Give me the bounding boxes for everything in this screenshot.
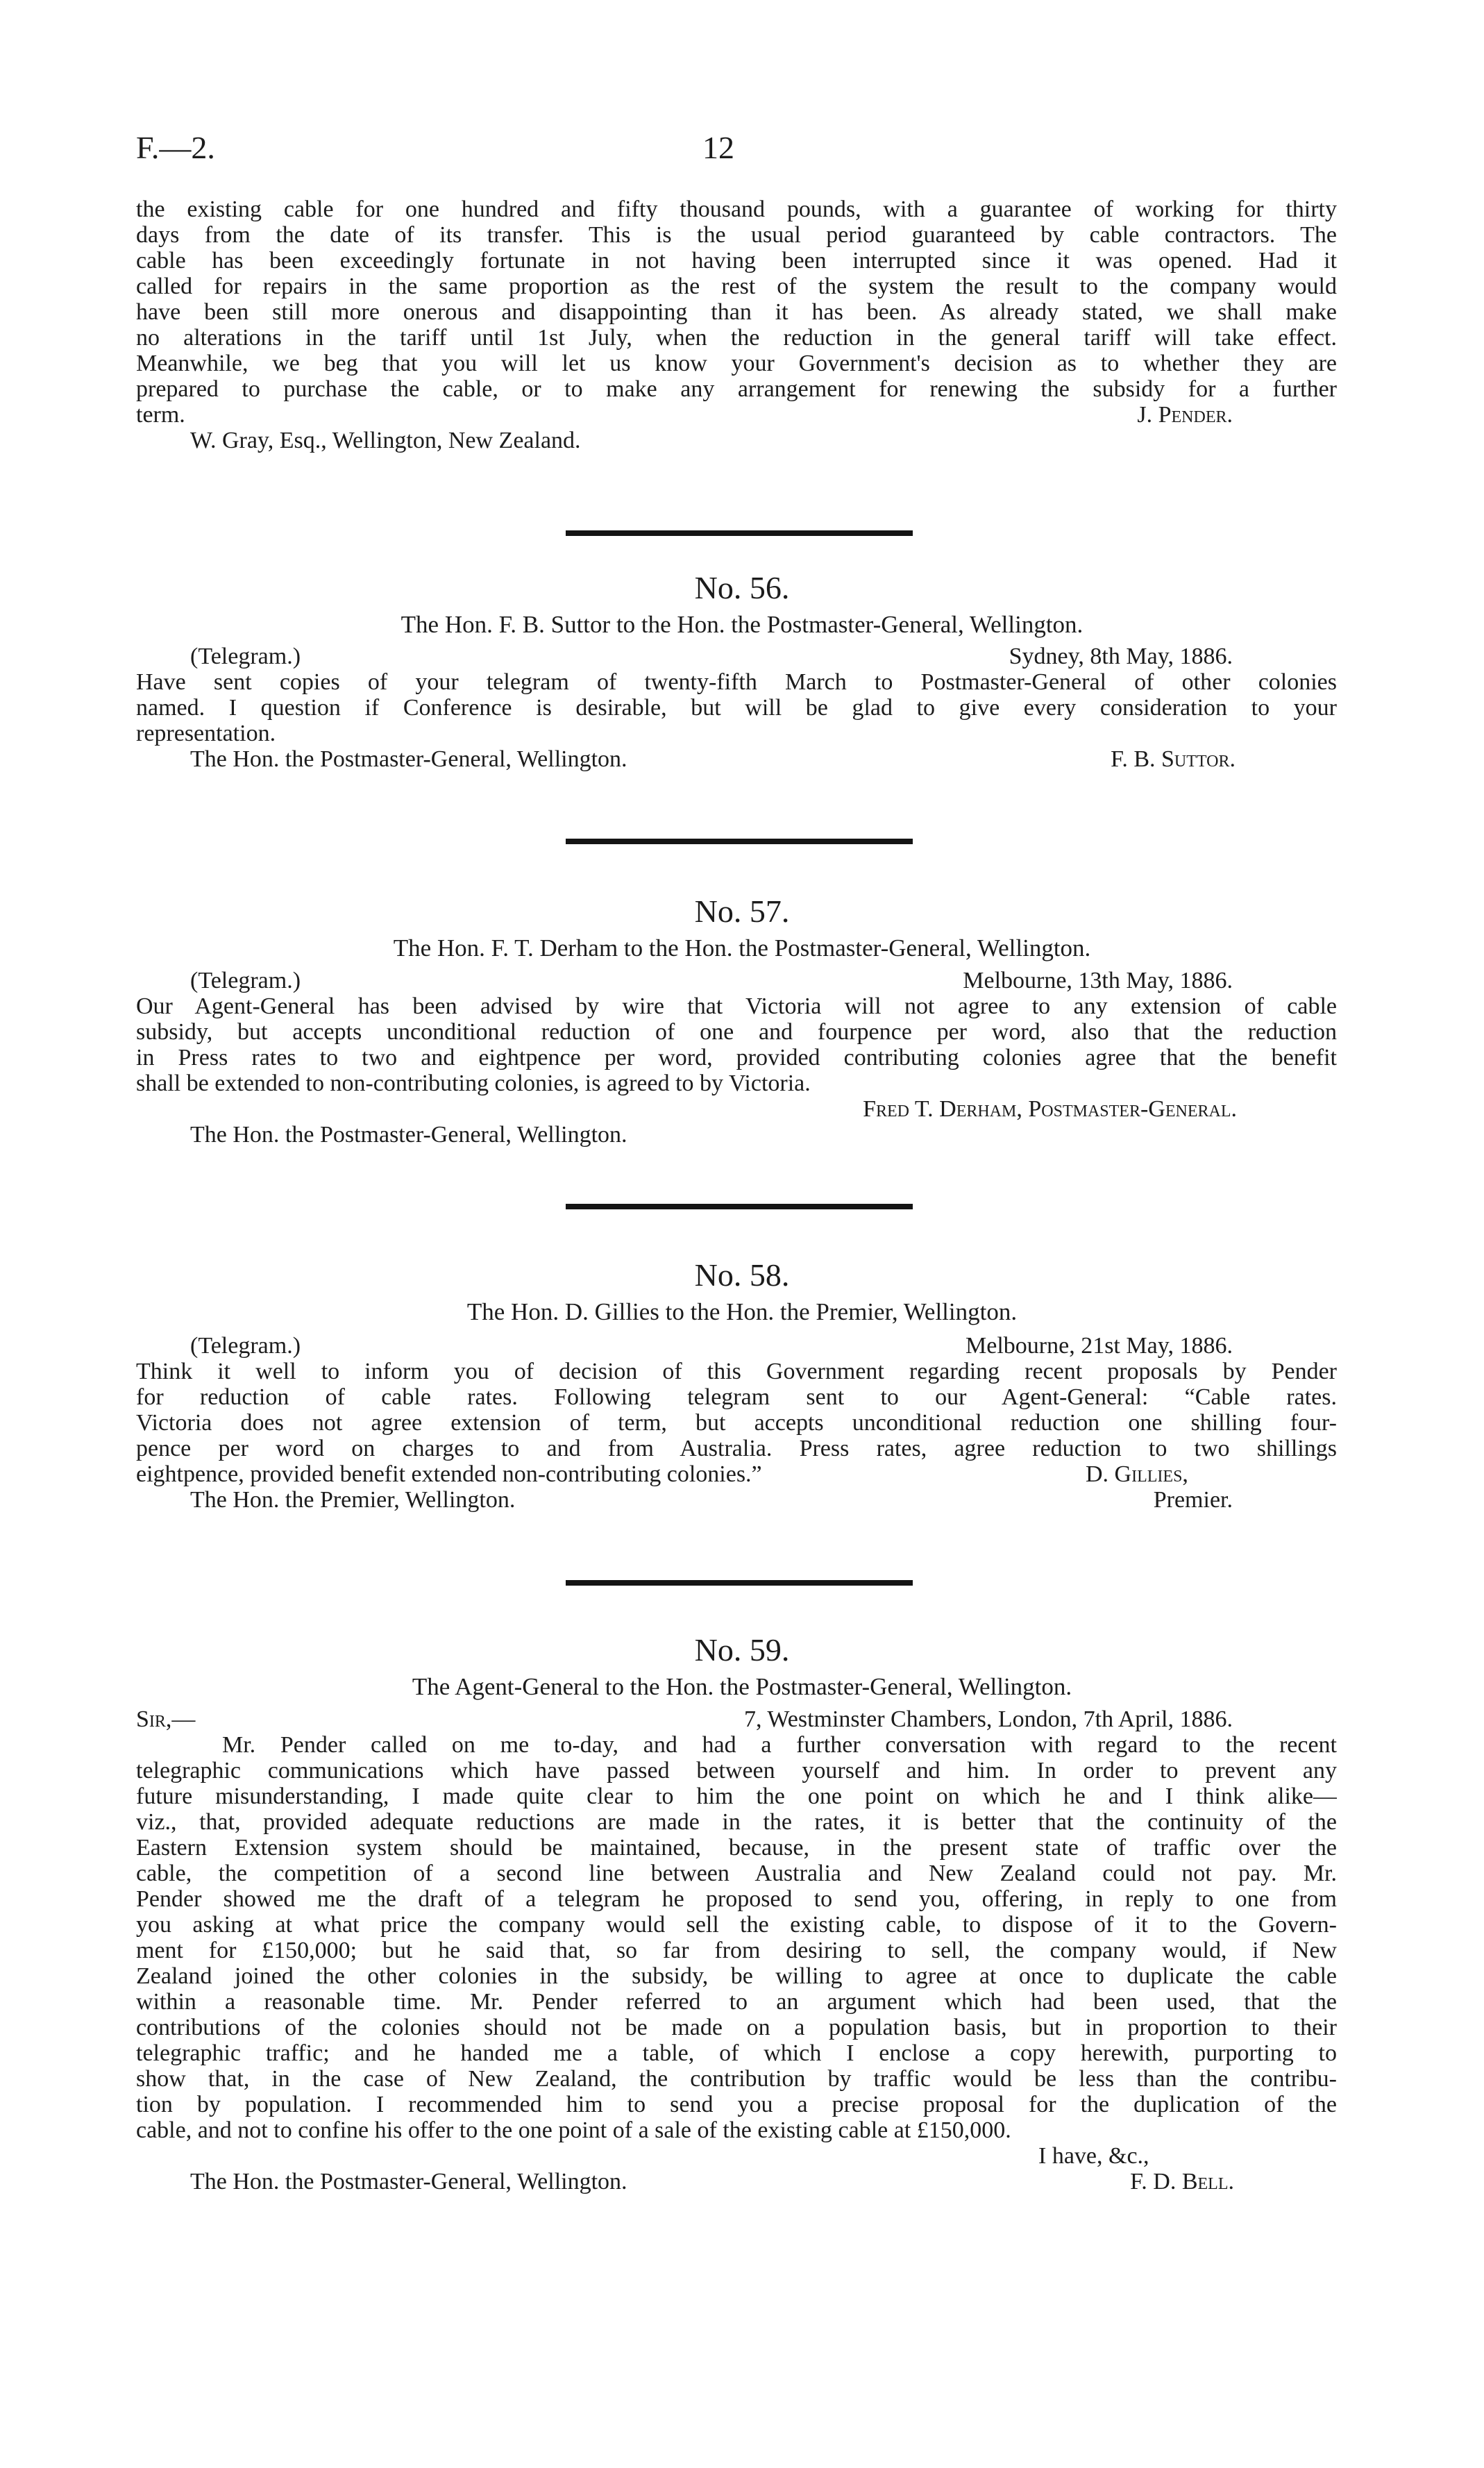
section-heading bbox=[0, 611, 1484, 639]
body-line: no alterations in the tariff until 1st July, when the reduction in the general tariff will take effect. bbox=[136, 325, 1337, 351]
intro-signature: J. Pender. bbox=[1137, 402, 1233, 428]
body-line: you asking at what price the company would sell the existing cable, to dispose of it to the Govern- bbox=[136, 1912, 1337, 1938]
heading-text: The Hon. D. Gillies to the Hon. the Premier, Wellington. bbox=[466, 1298, 1018, 1325]
body-line: have been still more onerous and disappointing than it has been. As already stated, we shall make bbox=[136, 299, 1337, 325]
signature: Fred T. Derham, Postmaster-General. bbox=[863, 1096, 1237, 1122]
letter-59 bbox=[136, 1706, 1337, 2194]
section-divider bbox=[566, 1580, 913, 1586]
closing-formula: I have, &c., bbox=[1038, 2143, 1149, 2169]
section-number: No. 57. bbox=[694, 893, 790, 929]
body-line: Our Agent-General has been advised by wire that Victoria will not agree to any extension of cable bbox=[136, 993, 1337, 1019]
intro-letter bbox=[136, 196, 1337, 453]
addressee: The Hon. the Premier, Wellington. bbox=[190, 1487, 516, 1513]
body-last-line: shall be extended to non-contributing colonies, is agreed to by Victoria. bbox=[136, 1071, 811, 1096]
page-number: 12 bbox=[702, 130, 734, 165]
body-line: Zealand joined the other colonies in the subsidy, be willing to agree at once to duplicate the cable bbox=[136, 1963, 1337, 1989]
addressee: The Hon. the Postmaster-General, Wellington. bbox=[190, 2169, 627, 2194]
closing-line bbox=[136, 746, 1337, 772]
intro-addressee: W. Gray, Esq., Wellington, New Zealand. bbox=[190, 428, 581, 453]
body-line: Victoria does not agree extension of term, but accepts unconditional reduction one shilling four- bbox=[136, 1410, 1337, 1436]
section-heading bbox=[0, 1673, 1484, 1701]
section-heading bbox=[0, 934, 1484, 962]
body-line: viz., that, provided adequate reductions are made in the rates, it is better that the continuity of the bbox=[136, 1809, 1337, 1835]
salutation-line bbox=[136, 1706, 1337, 1732]
place-date: Melbourne, 21st May, 1886. bbox=[966, 1333, 1233, 1359]
section-number: No. 56. bbox=[694, 570, 790, 605]
body-line: in Press rates to two and eightpence per word, provided contributing colonies agree that the benefit bbox=[136, 1045, 1337, 1071]
body-line: within a reasonable time. Mr. Pender referred to an argument which had been used, that the bbox=[136, 1989, 1337, 2015]
body-line: for reduction of cable rates. Following telegram sent to our Agent-General: “Cable rates. bbox=[136, 1384, 1337, 1410]
section-number: No. 58. bbox=[694, 1257, 790, 1293]
signature-line bbox=[136, 1096, 1337, 1122]
salutation: Sir,— bbox=[136, 1706, 196, 1732]
heading-text: The Agent-General to the Hon. the Postmaster-General, Wellington. bbox=[412, 1673, 1072, 1700]
place-date: Sydney, 8th May, 1886. bbox=[1009, 644, 1233, 669]
section-divider bbox=[566, 1204, 913, 1209]
heading-text: The Hon. F. T. Derham to the Hon. the Postmaster-General, Wellington. bbox=[393, 934, 1091, 962]
body-line: future misunderstanding, I made quite clear to him the one point on which he and I think alike— bbox=[136, 1783, 1337, 1809]
body-line: telegraphic communications which have passed between yourself and him. In order to prevent any bbox=[136, 1758, 1337, 1783]
body-line: cable, the competition of a second line between Australia and New Zealand could not pay. Mr. bbox=[136, 1861, 1337, 1886]
place-date: Melbourne, 13th May, 1886. bbox=[963, 968, 1233, 993]
document-reference: F.—2. bbox=[136, 130, 215, 165]
signature-title: Premier. bbox=[1153, 1487, 1233, 1513]
place-date: 7, Westminster Chambers, London, 7th April, 1886. bbox=[744, 1706, 1233, 1732]
closing-formula-line bbox=[136, 2143, 1337, 2169]
body-line: ment for £150,000; but he said that, so far from desiring to sell, the company would, if New bbox=[136, 1938, 1337, 1963]
body-line: days from the date of its transfer. This is the usual period guaranteed by cable contractors. The bbox=[136, 222, 1337, 248]
body-line: Think it well to inform you of decision of this Government regarding recent proposals by Pender bbox=[136, 1359, 1337, 1384]
body-line: pence per word on charges to and from Australia. Press rates, agree reduction to two shillings bbox=[136, 1436, 1337, 1461]
body-line: called for repairs in the same proportion as the rest of the system the result to the company would bbox=[136, 274, 1337, 299]
section-heading bbox=[0, 1298, 1484, 1326]
body-line: named. I question if Conference is desirable, but will be glad to give every consideration to your bbox=[136, 695, 1337, 721]
heading-text: The Hon. F. B. Suttor to the Hon. the Postmaster-General, Wellington. bbox=[400, 611, 1084, 638]
closing-line bbox=[136, 1487, 1337, 1513]
section-number: No. 59. bbox=[694, 1632, 790, 1668]
telegram-57 bbox=[136, 968, 1337, 1148]
body-line: cable has been exceedingly fortunate in not having been interrupted since it was opened. Had it bbox=[136, 248, 1337, 274]
body-line: Pender showed me the draft of a telegram he proposed to send you, offering, in reply to one from bbox=[136, 1886, 1337, 1912]
body-line: telegraphic traffic; and he handed me a table, of which I enclose a copy herewith, purporting to bbox=[136, 2040, 1337, 2066]
addressee: The Hon. the Postmaster-General, Wellington. bbox=[190, 1122, 627, 1148]
signature: D. Gillies, bbox=[1086, 1461, 1188, 1487]
signature: F. D. Bell. bbox=[1130, 2169, 1234, 2194]
telegram-56 bbox=[136, 644, 1337, 772]
addressee: The Hon. the Postmaster-General, Wellington. bbox=[190, 746, 627, 772]
section-divider bbox=[566, 530, 913, 536]
telegram-type-line: (Telegram.) Melbourne, 13th May, 1886. bbox=[190, 968, 1233, 993]
telegram-type-line: (Telegram.) Melbourne, 21st May, 1886. bbox=[190, 1333, 1233, 1359]
body-line: the existing cable for one hundred and fifty thousand pounds, with a guarantee of working for thirty bbox=[136, 196, 1337, 222]
body-line: show that, in the case of New Zealand, the contribution by traffic would be less than the contribu- bbox=[136, 2066, 1337, 2092]
body-line: Have sent copies of your telegram of twenty-fifth March to Postmaster-General of other colonies bbox=[136, 669, 1337, 695]
signature: F. B. Suttor. bbox=[1111, 746, 1236, 772]
body-last-line: eightpence, provided benefit extended non-contributing colonies.” D. Gillies, bbox=[136, 1461, 1188, 1487]
body-line: contributions of the colonies should not be made on a population basis, but in proportion to their bbox=[136, 2015, 1337, 2040]
body-line: subsidy, but accepts unconditional reduction of one and fourpence per word, also that the reduction bbox=[136, 1019, 1337, 1045]
intro-last-line: term. J. Pender. bbox=[136, 402, 1233, 428]
section-divider bbox=[566, 839, 913, 844]
telegram-type-line: (Telegram.) Sydney, 8th May, 1886. bbox=[190, 644, 1233, 669]
body-line: Meanwhile, we beg that you will let us know your Government's decision as to whether they are bbox=[136, 351, 1337, 376]
telegram-58 bbox=[136, 1333, 1337, 1513]
body-line: prepared to purchase the cable, or to make any arrangement for renewing the subsidy for a further bbox=[136, 376, 1337, 402]
closing-line bbox=[136, 2169, 1337, 2194]
body-line: Eastern Extension system should be maintained, because, in the present state of traffic over the bbox=[136, 1835, 1337, 1861]
body-line: Mr. Pender called on me to-day, and had a further conversation with regard to the recent bbox=[222, 1732, 1337, 1758]
body-last-line: cable, and not to confine his offer to the one point of a sale of the existing cable at £150,000. bbox=[136, 2117, 1011, 2143]
body-last-line: representation. bbox=[136, 721, 276, 746]
body-line: tion by population. I recommended him to send you a precise proposal for the duplication of the bbox=[136, 2092, 1337, 2117]
